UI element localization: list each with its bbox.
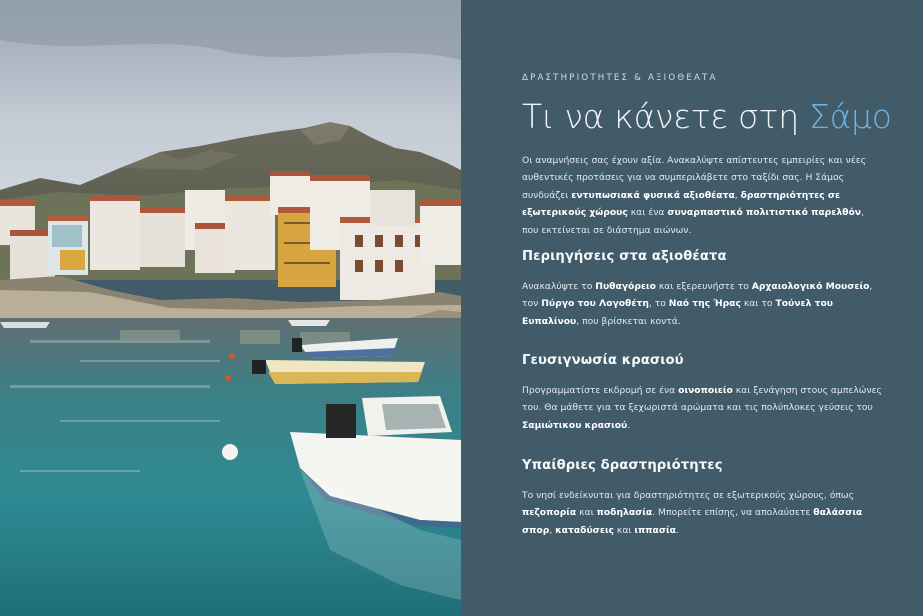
wine-paragraph: Προγραμματίστε εκδρομή σε ένα οινοποιείο και ξενάγηση στους αμπελώνες του. Θα μάθετε για τα ξεχωριστά αρώματα και τις πολύπλοκες γεύσεις του Σαμιώτικου κρασιού.	[522, 385, 882, 431]
wine-heading: Γευσιγνωσία κρασιού	[522, 353, 684, 368]
content-panel	[461, 0, 923, 616]
section-eyebrow: ΔΡΑΣΤΗΡΙΟΤΗΤΕΣ & ΑΞΙΟΘΕΑΤΑ	[522, 73, 718, 83]
sights-paragraph: Ανακαλύψτε το Πυθαγόρειο και εξερευνήστε το Αρχαιολογικό Μουσείο, τον Πύργο του Λογοθέτη, το Ναό της Ήρας και το Τούνελ του Ευπαλίνου, που βρίσκεται κοντά.	[522, 281, 873, 327]
outdoor-paragraph: Το νησί ενδείκνυται για δραστηριότητες σε εξωτερικούς χώρους, όπως πεζοπορία και ποδηλασία. Μπορείτε επίσης, να απολαύσετε θαλάσσια σπορ, καταδύσεις και ιππασία.	[522, 490, 863, 536]
intro-paragraph: Οι αναμνήσεις σας έχουν αξία. Ανακαλύψτε απίστευτες εμπειρίες και νέες αυθεντικές προτάσεις για να συμπεριλάβετε στο ταξίδι σας. Η Σάμος συνδυάζει εντυπωσιακά φυσικά αξιοθέατα, δραστηριότητες σε εξωτερικούς χώρους και ένα συναρπαστικό πολιτιστικό παρελθόν, που εκτείνεται σε διάστημα αιώνων.	[522, 155, 867, 236]
harbour-photo	[0, 0, 461, 616]
title-accent: Σάμο	[809, 97, 892, 136]
sights-heading: Περιηγήσεις στα αξιοθέατα	[522, 249, 727, 264]
title-main: Τι να κάνετε στη	[522, 97, 810, 136]
outdoor-heading: Υπαίθριες δραστηριότητες	[522, 458, 723, 473]
page-title	[522, 97, 892, 136]
